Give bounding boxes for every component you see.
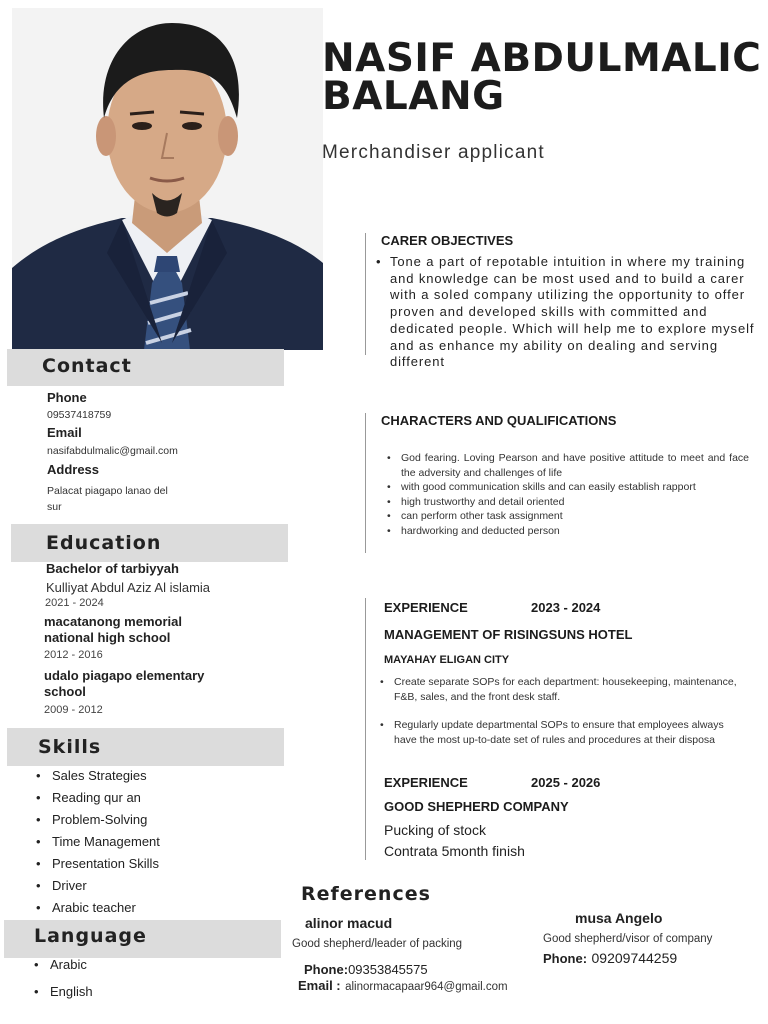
education-school: macatanong memorial (44, 614, 182, 629)
applicant-title: Merchandiser applicant (322, 142, 545, 163)
education-years: 2009 - 2012 (44, 704, 103, 716)
experience-duty: • Create separate SOPs for each department: housekeeping, maintenance, F&B, sales, and the front desk staff. (394, 675, 739, 704)
skills-list (34, 765, 274, 919)
language-title: Language (34, 925, 147, 947)
experience-label: EXPERIENCE (384, 600, 468, 615)
objectives-list (376, 254, 768, 371)
phone-label: Phone (47, 390, 87, 405)
address-label: Address (47, 462, 100, 477)
skill-item: • Arabic teacher (34, 897, 274, 919)
objectives-title: CARER OBJECTIVES (381, 233, 514, 248)
divider-line (365, 598, 366, 860)
objectives-text: • Tone a part of repotable intuition in where my training and knowledge can be most used and to build a carer with a soled company utilizing the opportunity to offer proven and developed skills with committed and dedicated people. Which will help me to explore myself and as enhance my ability on dealing and serving different (390, 254, 768, 371)
divider-line (365, 233, 366, 355)
language-item: • English (32, 981, 232, 1008)
skill-item: • Driver (34, 875, 274, 897)
experience-duties-list (380, 675, 739, 747)
language-item: • Arabic (32, 954, 232, 981)
experience-years: 2025 - 2026 (531, 775, 601, 790)
qualification-item: • can perform other task assignment (401, 509, 749, 524)
experience-location: MAYAHAY ELIGAN CITY (384, 654, 510, 666)
skill-item: • Time Management (34, 831, 274, 853)
qualifications-title: CHARACTERS AND QUALIFICATIONS (381, 413, 617, 428)
reference-phone (543, 950, 677, 968)
reference-phone-label: Phone: (543, 951, 588, 966)
education-school: Kulliyat Abdul Aziz Al islamia (46, 580, 211, 595)
education-years: 2012 - 2016 (44, 649, 103, 661)
qualification-item: • hardworking and deducted person (401, 524, 749, 539)
profile-photo (12, 8, 323, 350)
language-list (32, 954, 232, 1008)
reference-name: alinor macud (305, 915, 393, 931)
references-title: References (301, 883, 431, 905)
email-label: Email (47, 425, 82, 440)
reference-role: Good shepherd/leader of packing (292, 938, 463, 950)
applicant-name: NASIF ABDULMALIC BALANG (322, 36, 762, 119)
experience-duty: • Regularly update departmental SOPs to ensure that employees always have the most up-to-date set of rules and procedures at their disposa (394, 718, 739, 747)
experience-company: MANAGEMENT OF RISINGSUNS HOTEL (384, 627, 633, 642)
reference-phone-label: Phone: (304, 962, 349, 977)
experience-years: 2023 - 2024 (531, 600, 601, 615)
contact-title: Contact (42, 355, 132, 377)
qualification-item: • high trustworthy and detail oriented (401, 495, 749, 510)
reference-phone-value: 09353845575 (348, 962, 428, 977)
skill-item: • Presentation Skills (34, 853, 274, 875)
education-years: 2021 - 2024 (45, 597, 104, 609)
reference-email-label: Email : (298, 978, 341, 993)
address-line-2: sur (47, 501, 62, 513)
reference-name: musa Angelo (575, 910, 663, 926)
experience-company: GOOD SHEPHERD COMPANY (384, 799, 569, 814)
skill-item: • Reading qur an (34, 787, 274, 809)
education-title: Education (46, 532, 162, 554)
address-line-1: Palacat piagapo lanao del (47, 485, 168, 497)
skills-title: Skills (38, 736, 102, 758)
qualification-item: • with good communication skills and can easily establish rapport (401, 480, 749, 495)
qualifications-list (387, 451, 749, 539)
experience-detail: Contrata 5month finish (384, 843, 525, 859)
email-value: nasifabdulmalic@gmail.com (47, 445, 178, 457)
experience-detail: Pucking of stock (384, 822, 486, 838)
education-school: school (44, 684, 86, 699)
education-degree: Bachelor of tarbiyyah (46, 561, 179, 576)
education-school: national high school (44, 630, 171, 645)
phone-value: 09537418759 (47, 409, 112, 421)
qualification-item: • God fearing. Loving Pearson and have positive attitude to meet and face the adversity and challenges of life (401, 451, 749, 480)
skill-item: • Sales Strategies (34, 765, 274, 787)
experience-label: EXPERIENCE (384, 775, 468, 790)
reference-email (298, 977, 508, 995)
reference-role: Good shepherd/visor of company (543, 933, 713, 945)
divider-line (365, 413, 366, 553)
skill-item: • Problem-Solving (34, 809, 274, 831)
education-school: udalo piagapo elementary (44, 668, 205, 683)
reference-phone-value: 09209744259 (591, 950, 678, 966)
reference-email-value: alinormacapaar964@gmail.com (345, 981, 508, 993)
